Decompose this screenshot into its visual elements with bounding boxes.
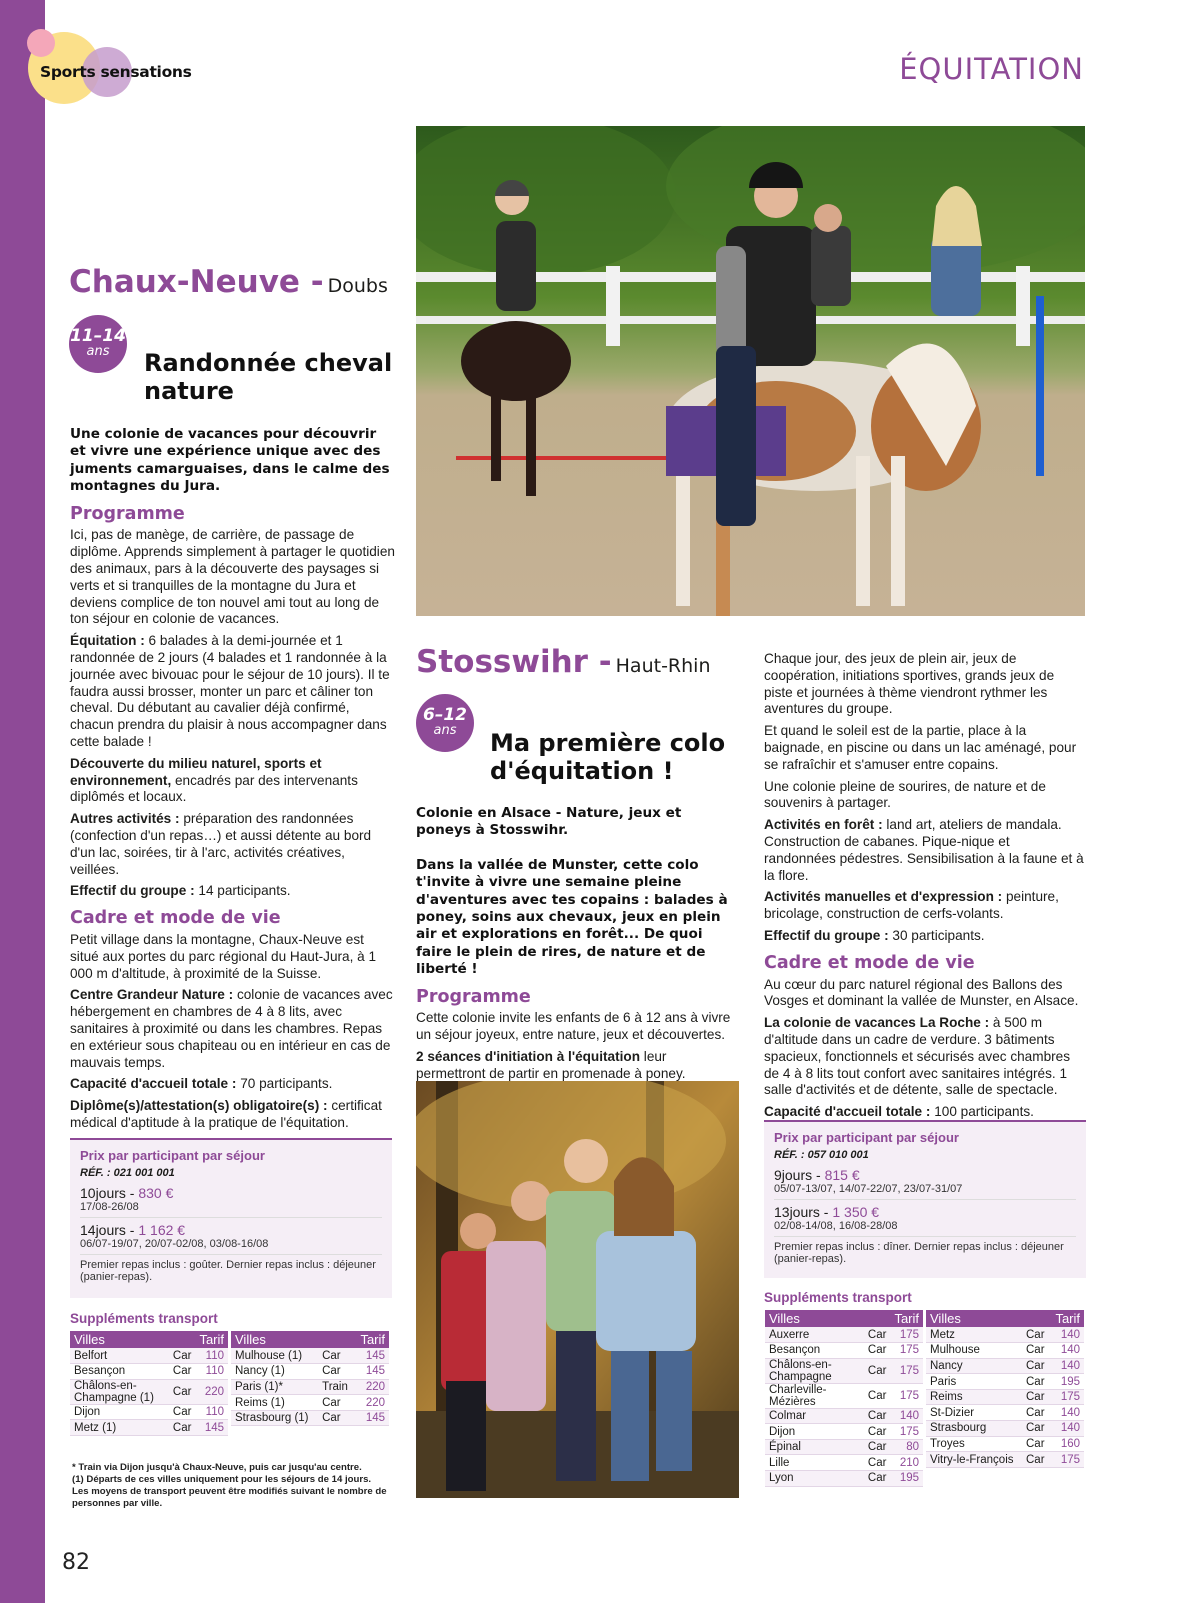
transport-city: Metz bbox=[926, 1327, 1022, 1343]
left-city-name: Chaux-Neuve - bbox=[69, 264, 324, 300]
middle-age-range: 6–12 bbox=[423, 705, 467, 725]
right-price-amount-2: 1 350 € bbox=[832, 1204, 880, 1220]
category-badge-pink-circle bbox=[27, 29, 55, 57]
transport-mode: Car bbox=[864, 1424, 891, 1440]
transport-price: 110 bbox=[195, 1404, 228, 1420]
transport-price: 145 bbox=[354, 1348, 389, 1364]
transport-row bbox=[926, 1452, 1084, 1468]
transport-mode: Car bbox=[318, 1395, 354, 1411]
transport-city: Paris bbox=[926, 1374, 1022, 1390]
left-programme-heading: Programme bbox=[70, 503, 185, 524]
footnote-3: Les moyens de transport peuvent être modifiés suivant le nombre de personnes par ville. bbox=[72, 1486, 387, 1509]
transport-row bbox=[926, 1374, 1084, 1390]
left-diplome-text: certificat médical d'aptitude à la pratique de l'équitation. bbox=[70, 1098, 382, 1130]
category-tag: Sports sensations bbox=[40, 63, 192, 81]
transport-city: Strasbourg bbox=[926, 1421, 1022, 1437]
transport-price: 140 bbox=[1050, 1405, 1084, 1421]
left-price-duration-2: 14jours - bbox=[80, 1222, 139, 1238]
transport-mode: Car bbox=[318, 1410, 354, 1426]
transport-city: Charleville-Mézières bbox=[765, 1383, 864, 1408]
right-effectif-text: 30 participants. bbox=[888, 927, 985, 943]
middle-seances-text: leur permettront de partir en promenade à poney. bbox=[416, 1049, 686, 1081]
middle-intro-1: Colonie en Alsace - Nature, jeux et poneys à Stosswihr. bbox=[416, 805, 682, 839]
middle-programme-heading: Programme bbox=[416, 986, 531, 1007]
page-number: 82 bbox=[62, 1550, 90, 1575]
left-price-amount-1: 830 € bbox=[138, 1185, 174, 1201]
right-effectif bbox=[764, 928, 1084, 945]
right-p3: Une colonie pleine de sourires, de nature et de souvenirs à partager. bbox=[764, 778, 1046, 811]
middle-seances-label: 2 séances d'initiation à l'équitation bbox=[416, 1049, 641, 1065]
transport-mode: Car bbox=[864, 1471, 891, 1487]
transport-price: 110 bbox=[195, 1348, 228, 1364]
left-equitation bbox=[70, 633, 395, 751]
left-diplome bbox=[70, 1098, 395, 1132]
transport-row bbox=[70, 1364, 228, 1380]
left-programme-text: Ici, pas de manège, de carrière, de passage de diplôme. Apprends simplement à partager le quotidien des animaux, pars à la découverte des paysages si verts et si tranquilles de la montagne du Jura et deviens complice de ton nouvel ami tout au long de ton séjour en colonie de vacances. bbox=[70, 527, 395, 627]
transport-row bbox=[926, 1389, 1084, 1405]
transport-city: Belfort bbox=[70, 1348, 169, 1364]
left-effectif-label: Effectif du groupe : bbox=[70, 883, 195, 899]
left-autres bbox=[70, 811, 395, 878]
transport-city: Reims (1) bbox=[231, 1395, 318, 1411]
transport-price: 140 bbox=[1050, 1358, 1084, 1374]
transport-row bbox=[231, 1410, 389, 1426]
transport-row bbox=[765, 1439, 923, 1455]
right-foret-label: Activités en forêt : bbox=[764, 817, 883, 833]
transport-mode: Car bbox=[1022, 1405, 1050, 1421]
left-price-ref: RÉF. : 021 001 001 bbox=[80, 1167, 175, 1179]
footnote-1: * Train via Dijon jusqu'à Chaux-Neuve, puis car jusqu'au centre. bbox=[72, 1462, 362, 1473]
left-price-box bbox=[70, 1138, 392, 1298]
left-age-badge bbox=[69, 315, 127, 373]
transport-city: Strasbourg (1) bbox=[231, 1410, 318, 1426]
left-city-title bbox=[69, 264, 388, 300]
right-manuelles bbox=[764, 889, 1084, 923]
top-photo bbox=[416, 126, 1085, 616]
transport-mode: Car bbox=[169, 1348, 196, 1364]
right-price-dates-1: 05/07-13/07, 14/07-22/07, 23/07-31/07 bbox=[774, 1183, 1076, 1200]
right-manuelles-label: Activités manuelles et d'expression : bbox=[764, 889, 1003, 905]
right-transport-table-2 bbox=[926, 1310, 1084, 1468]
transport-row bbox=[765, 1343, 923, 1359]
transport-row bbox=[765, 1327, 923, 1343]
left-centre-label: Centre Grandeur Nature : bbox=[70, 987, 234, 1003]
transport-price: 175 bbox=[890, 1343, 923, 1359]
left-age-range: 11–14 bbox=[70, 326, 126, 346]
transport-price: 145 bbox=[195, 1420, 228, 1436]
transport-price: 140 bbox=[1050, 1343, 1084, 1359]
transport-price: 195 bbox=[1050, 1374, 1084, 1390]
left-price-title: Prix par participant par séjour bbox=[80, 1148, 265, 1163]
transport-city: St-Dizier bbox=[926, 1405, 1022, 1421]
middle-intro-2: Dans la vallée de Munster, cette colo t'invite à vivre une semaine pleine d'aventures avec tes copains : balades à poney, soins aux chevaux, jeux en plein air et explorations en forêt... De quoi faire le plein de rires, de nature et de liberté ! bbox=[416, 856, 728, 978]
transport-mode: Car bbox=[1022, 1436, 1050, 1452]
left-t2-col-tarif: Tarif bbox=[354, 1331, 389, 1348]
bottom-photo bbox=[416, 1081, 739, 1498]
left-column-text bbox=[70, 426, 395, 1137]
left-price-dates-1: 17/08-26/08 bbox=[80, 1201, 382, 1218]
right-roche-label: La colonie de vacances La Roche : bbox=[764, 1015, 990, 1031]
right-price-duration-2: 13jours - bbox=[774, 1204, 833, 1220]
transport-city: Auxerre bbox=[765, 1327, 864, 1343]
transport-price: 140 bbox=[1050, 1327, 1084, 1343]
left-capacite bbox=[70, 1076, 395, 1093]
right-roche bbox=[764, 1015, 1084, 1099]
left-age-unit: ans bbox=[86, 344, 110, 359]
transport-price: 160 bbox=[1050, 1436, 1084, 1452]
middle-stay-title: Ma première colo d'équitation ! bbox=[490, 729, 726, 785]
right-price-dates-2: 02/08-14/08, 16/08-28/08 bbox=[774, 1220, 1076, 1237]
transport-mode: Car bbox=[864, 1408, 891, 1424]
right-manuelles-text: peinture, bricolage, construction de cerfs-volants. bbox=[764, 889, 1059, 922]
transport-row bbox=[765, 1358, 923, 1383]
transport-price: 220 bbox=[354, 1395, 389, 1411]
transport-row bbox=[926, 1358, 1084, 1374]
left-t1-col-villes: Villes bbox=[70, 1331, 169, 1348]
transport-price: 195 bbox=[890, 1471, 923, 1487]
left-decouverte-text: encadrés par des intervenants diplômés et locaux. bbox=[70, 772, 358, 805]
transport-row bbox=[765, 1424, 923, 1440]
transport-mode: Train bbox=[318, 1379, 354, 1395]
left-transport-title: Suppléments transport bbox=[70, 1311, 218, 1326]
transport-mode: Car bbox=[864, 1383, 891, 1408]
transport-mode: Car bbox=[169, 1364, 196, 1380]
transport-city: Besançon bbox=[70, 1364, 169, 1380]
left-capacite-text: 70 participants. bbox=[236, 1076, 333, 1092]
left-diplome-label: Diplôme(s)/attestation(s) obligatoire(s) : bbox=[70, 1098, 328, 1114]
left-stay-title: Randonnée cheval nature bbox=[144, 349, 393, 405]
transport-mode: Car bbox=[1022, 1327, 1050, 1343]
left-footnotes bbox=[72, 1462, 397, 1510]
left-t1-col-tarif: Tarif bbox=[195, 1331, 228, 1348]
left-equitation-text: 6 balades à la demi-journée et 1 randonnée de 2 jours (4 balades et 1 randonnée à la journée avec bivouac pour le séjour de 10 jours). Il te faudra aussi brosser, monter un parc et câliner ton cheval. Du débutant au cavalier déjà confirmé, chacun prendra du plaisir à nous accompagner dans cette balade ! bbox=[70, 633, 390, 749]
middle-programme-text: Cette colonie invite les enfants de 6 à 12 ans à vivre un séjour joyeux, entre nature, jeux et découvertes. bbox=[416, 1010, 731, 1043]
transport-row bbox=[70, 1404, 228, 1420]
transport-mode: Car bbox=[864, 1455, 891, 1471]
transport-city: Colmar bbox=[765, 1408, 864, 1424]
transport-row bbox=[70, 1379, 228, 1404]
right-cadre-heading: Cadre et mode de vie bbox=[764, 952, 975, 973]
transport-price: 80 bbox=[890, 1439, 923, 1455]
transport-price: 110 bbox=[195, 1364, 228, 1380]
right-cadre-text: Au cœur du parc naturel régional des Ballons des Vosges et dominant la vallée de Munster, en Alsace. bbox=[764, 976, 1079, 1009]
transport-mode: Car bbox=[169, 1404, 196, 1420]
transport-price: 140 bbox=[1050, 1421, 1084, 1437]
transport-row bbox=[70, 1420, 228, 1436]
transport-mode: Car bbox=[1022, 1389, 1050, 1405]
transport-price: 220 bbox=[354, 1379, 389, 1395]
left-decouverte bbox=[70, 756, 395, 806]
right-transport-title: Suppléments transport bbox=[764, 1290, 912, 1305]
transport-mode: Car bbox=[1022, 1421, 1050, 1437]
transport-price: 175 bbox=[1050, 1452, 1084, 1468]
middle-age-unit: ans bbox=[433, 723, 457, 738]
left-price-duration-1: 10jours - bbox=[80, 1185, 139, 1201]
left-department: Doubs bbox=[327, 275, 388, 297]
right-t1-col-tarif: Tarif bbox=[890, 1310, 923, 1327]
section-title: ÉQUITATION bbox=[899, 52, 1084, 86]
transport-row bbox=[765, 1455, 923, 1471]
transport-city: Châlons-en-Champagne (1) bbox=[70, 1379, 169, 1404]
transport-price: 175 bbox=[890, 1358, 923, 1383]
middle-city-title bbox=[416, 644, 710, 680]
transport-city: Épinal bbox=[765, 1439, 864, 1455]
left-centre-text: colonie de vacances avec hébergement en chambres de 4 à 8 lits, avec sanitaires à proximité ou dans les chambres. Repas en extérieur sous chapiteau ou en intérieur en cas de mauvais temps. bbox=[70, 987, 393, 1070]
transport-row bbox=[926, 1405, 1084, 1421]
right-t2-col-tarif: Tarif bbox=[1050, 1310, 1084, 1327]
transport-mode: Car bbox=[169, 1420, 196, 1436]
right-effectif-label: Effectif du groupe : bbox=[764, 927, 889, 943]
transport-row bbox=[70, 1348, 228, 1364]
transport-row bbox=[926, 1421, 1084, 1437]
left-autres-text: préparation des randonnées (confection d'un repas…) et aussi détente au bord d'un lac, soirées, tir à l'arc, activités créatives, veillées. bbox=[70, 811, 372, 877]
transport-row bbox=[765, 1383, 923, 1408]
transport-row bbox=[231, 1364, 389, 1380]
transport-mode: Car bbox=[1022, 1358, 1050, 1374]
transport-city: Besançon bbox=[765, 1343, 864, 1359]
middle-column-text bbox=[416, 805, 739, 1088]
transport-row bbox=[231, 1348, 389, 1364]
transport-mode: Car bbox=[864, 1327, 891, 1343]
left-price-amount-2: 1 162 € bbox=[138, 1222, 186, 1238]
transport-row bbox=[926, 1327, 1084, 1343]
transport-mode: Car bbox=[864, 1358, 891, 1383]
transport-price: 175 bbox=[890, 1327, 923, 1343]
left-price-dates-2: 06/07-19/07, 20/07-02/08, 03/08-16/08 bbox=[80, 1238, 382, 1255]
right-transport-table-1 bbox=[765, 1310, 923, 1487]
left-effectif bbox=[70, 883, 395, 900]
middle-city-name: Stosswihr - bbox=[416, 644, 612, 680]
left-effectif-text: 14 participants. bbox=[194, 883, 291, 899]
left-price-option-1 bbox=[80, 1185, 382, 1201]
transport-price: 175 bbox=[890, 1383, 923, 1408]
transport-city: Nancy bbox=[926, 1358, 1022, 1374]
transport-price: 140 bbox=[890, 1408, 923, 1424]
left-equitation-label: Équitation : bbox=[70, 633, 145, 649]
transport-price: 220 bbox=[195, 1379, 228, 1404]
transport-city: Châlons-en-Champagne bbox=[765, 1358, 864, 1383]
right-p1: Chaque jour, des jeux de plein air, jeux de coopération, initiations sportives, grands jeux de piste et journées à thème viendront rythmer les aventures du groupe. bbox=[764, 651, 1055, 717]
transport-city: Reims bbox=[926, 1389, 1022, 1405]
middle-age-badge bbox=[416, 694, 474, 752]
transport-row bbox=[765, 1471, 923, 1487]
transport-city: Lyon bbox=[765, 1471, 864, 1487]
right-column-text bbox=[764, 651, 1084, 1126]
right-capacite-text: 100 participants. bbox=[930, 1104, 1034, 1120]
transport-mode: Car bbox=[1022, 1374, 1050, 1390]
transport-city: Nancy (1) bbox=[231, 1364, 318, 1380]
right-t2-col-villes: Villes bbox=[926, 1310, 1022, 1327]
middle-department: Haut-Rhin bbox=[615, 655, 711, 677]
right-price-option-1 bbox=[774, 1167, 1076, 1183]
transport-row bbox=[926, 1436, 1084, 1452]
transport-price: 175 bbox=[1050, 1389, 1084, 1405]
right-roche-text: à 500 m d'altitude dans un cadre de verdure. 3 bâtiments spacieux, fonctionnels et sécurisés avec chambres de 4 à 8 lits tout confort avec sanitaires intégrés. 1 salle d'activités et de détente, salle de spectacle. bbox=[764, 1015, 1071, 1098]
right-price-ref: RÉF. : 057 010 001 bbox=[774, 1149, 869, 1161]
left-intro: Une colonie de vacances pour découvrir et vivre une expérience unique avec des juments camarguaises, dans le calme des montagnes du Jura. bbox=[70, 426, 390, 495]
side-color-band bbox=[0, 0, 45, 1603]
transport-price: 175 bbox=[890, 1424, 923, 1440]
right-price-amount-1: 815 € bbox=[824, 1167, 860, 1183]
left-centre bbox=[70, 987, 395, 1071]
transport-mode: Car bbox=[1022, 1452, 1050, 1468]
right-foret bbox=[764, 817, 1084, 884]
left-transport-table-1 bbox=[70, 1331, 228, 1436]
left-transport-table-2 bbox=[231, 1331, 389, 1426]
right-foret-text: land art, ateliers de mandala. Construction de cabanes. Pique-nique et randonnées pédestres. Sensibilisation à la faune et à la flore. bbox=[764, 817, 1084, 883]
right-capacite bbox=[764, 1104, 1084, 1121]
transport-mode: Car bbox=[864, 1343, 891, 1359]
left-autres-label: Autres activités : bbox=[70, 811, 180, 827]
transport-price: 145 bbox=[354, 1364, 389, 1380]
transport-mode: Car bbox=[318, 1348, 354, 1364]
left-price-option-2 bbox=[80, 1222, 382, 1238]
transport-city: Paris (1)* bbox=[231, 1379, 318, 1395]
right-p2: Et quand le soleil est de la partie, place à la baignade, en piscine ou dans un lac aménagé, pour se rafraîchir et s'amuser entre copains. bbox=[764, 723, 1077, 772]
transport-city: Mulhouse (1) bbox=[231, 1348, 318, 1364]
footnote-2: (1) Départs de ces villes uniquement pour les séjours de 14 jours. bbox=[72, 1474, 372, 1485]
transport-mode: Car bbox=[864, 1439, 891, 1455]
right-price-title: Prix par participant par séjour bbox=[774, 1130, 959, 1145]
transport-price: 210 bbox=[890, 1455, 923, 1471]
right-price-duration-1: 9jours - bbox=[774, 1167, 825, 1183]
right-t1-col-villes: Villes bbox=[765, 1310, 864, 1327]
transport-city: Vitry-le-François bbox=[926, 1452, 1022, 1468]
right-price-option-2 bbox=[774, 1204, 1076, 1220]
right-capacite-label: Capacité d'accueil totale : bbox=[764, 1104, 931, 1120]
transport-city: Dijon bbox=[765, 1424, 864, 1440]
left-cadre-heading: Cadre et mode de vie bbox=[70, 908, 281, 929]
transport-row bbox=[231, 1379, 389, 1395]
transport-mode: Car bbox=[1022, 1343, 1050, 1359]
transport-city: Troyes bbox=[926, 1436, 1022, 1452]
transport-mode: Car bbox=[169, 1379, 196, 1404]
transport-row bbox=[765, 1408, 923, 1424]
transport-price: 145 bbox=[354, 1410, 389, 1426]
left-t2-col-villes: Villes bbox=[231, 1331, 318, 1348]
left-decouverte-label: Découverte du milieu naturel, sports et environnement, bbox=[70, 755, 322, 788]
right-price-note: Premier repas inclus : dîner. Dernier repas inclus : déjeuner (panier-repas). bbox=[774, 1241, 1064, 1265]
left-capacite-label: Capacité d'accueil totale : bbox=[70, 1076, 237, 1092]
transport-row bbox=[231, 1395, 389, 1411]
transport-city: Lille bbox=[765, 1455, 864, 1471]
transport-mode: Car bbox=[318, 1364, 354, 1380]
left-price-note: Premier repas inclus : goûter. Dernier repas inclus : déjeuner (panier-repas). bbox=[80, 1259, 376, 1283]
transport-city: Mulhouse bbox=[926, 1343, 1022, 1359]
right-price-box bbox=[764, 1120, 1086, 1278]
transport-city: Dijon bbox=[70, 1404, 169, 1420]
transport-row bbox=[926, 1343, 1084, 1359]
middle-seances bbox=[416, 1049, 739, 1083]
left-cadre-text: Petit village dans la montagne, Chaux-Neuve est situé aux portes du parc régional du Haut-Jura, à 1 000 m d'altitude, à proximité de la Suisse. bbox=[70, 931, 377, 981]
transport-city: Metz (1) bbox=[70, 1420, 169, 1436]
